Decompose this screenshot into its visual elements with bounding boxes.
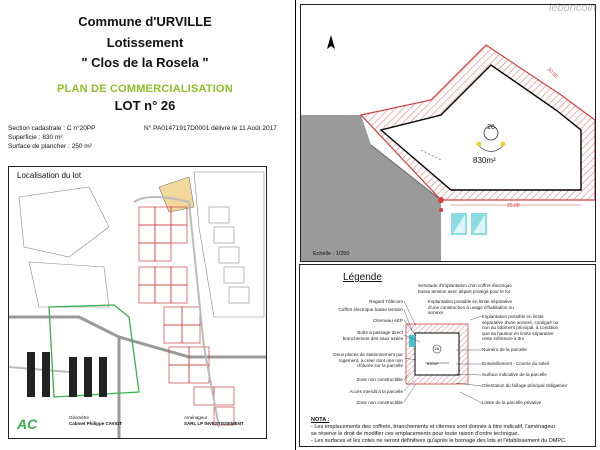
project-name: " Clos de la Rosela " — [81, 55, 209, 70]
legend-item-implantation-2: Implantation possible en limite séparative d'une annexe, contiguë ou non au bâtiment principal, à condition que sa hauteur en limite séparative reste inférieure à 3m — [482, 314, 559, 342]
legend-item-regard: Regard Télécom — [369, 299, 403, 304]
location-map-title: Localisation du lot — [17, 171, 82, 180]
legend-item-zone-nc-2: Zone non constructible — [356, 400, 403, 405]
note-line-3: - Les surfaces et les cotes ne seront définitives qu'après le bornage des lots et l'établissement du DMPC. — [311, 438, 567, 444]
legend-item-limite: Limite de la parcelle privative — [482, 400, 542, 405]
note-line-1: - Les emplacements des coffrets, branchements et citernes sont donnés à titre indicatif, l'aménageur — [311, 424, 556, 430]
legend-item-stationnement: Deux places de stationnement par logement, à créer dont une non clôturée sur la parcelle — [333, 352, 403, 369]
page-divider — [295, 0, 296, 450]
section-cadastrale: Section cadastrale : C n°20PP — [8, 125, 96, 132]
superficie: Superficie : 830 m² — [8, 134, 63, 141]
lot-dimension-a: 25.00 — [507, 203, 520, 209]
lot-dimension-b: 30.00 — [545, 66, 559, 80]
lotissement-title: Lotissement — [106, 35, 184, 50]
amenageur-label: Aménageur — [184, 415, 208, 420]
note-line-2: se réserve le droit de modifier ces emplacements pour toute raison d'ordre technique. — [311, 431, 520, 437]
legend-item-zone-nc-1: Zone non constructible — [356, 377, 403, 382]
permis-number: N° PA01471917D0001 délivré le 11 Août 2017 — [144, 125, 277, 132]
lot-number: 26 — [487, 124, 495, 131]
geometre-block — [69, 415, 122, 426]
notes-heading: NOTA : — [311, 417, 330, 423]
legend-item-boite: Boîte à passage direct branchement des eaux usées — [342, 330, 403, 341]
lot-plan — [300, 4, 596, 262]
geometre-name: Cabinet Philippe CAVIGT — [69, 420, 123, 426]
legend-item-surface: Surface indicative de la parcelle — [482, 372, 547, 377]
lot-plan-drawing — [301, 5, 595, 261]
legend-item-servitude: Servitude d'implantation d'un coffret électrique basse tension avec départ protégé pour le lot — [418, 283, 512, 294]
location-map — [8, 166, 267, 439]
amenageur-name: SARL LP INVESTISSEMENT — [184, 420, 244, 426]
commune-title: Commune d'URVILLE — [78, 14, 212, 29]
legend-item-acces: Accès interdit à la parcelle — [349, 389, 403, 394]
scale-label: Echelle : 1/250 — [313, 251, 350, 257]
svg-text:AC: AC — [17, 416, 38, 432]
legend-item-numero: Numéro de la parcelle — [482, 347, 527, 352]
legend-title: Légende — [343, 272, 382, 283]
geometre-label: Géomètre — [69, 415, 90, 420]
plan-label: PLAN DE COMMERCIALISATION — [57, 83, 233, 95]
amenageur-block — [184, 415, 244, 426]
location-map-drawing — [9, 167, 266, 438]
legend-leader-lines — [400, 280, 490, 405]
lot-area: 830m² — [473, 156, 496, 165]
legend-item-citerneau: Citerneau AEP — [372, 318, 403, 323]
legend-item-orientation: Orientation du faîtage principal obligatoire — [482, 383, 568, 388]
surface-plancher: Surface de plancher : 250 m² — [8, 143, 92, 150]
legend-item-coffret: Coffret électrique basse tension — [338, 307, 403, 312]
legend-item-ensoleillement: Ensoleillement - Course du soleil — [482, 361, 549, 366]
lot-label: LOT n° 26 — [114, 98, 176, 113]
legend-mini-area: 830m² — [427, 361, 439, 366]
watermark: leboncoin — [548, 2, 596, 14]
legend-mini-lot-number: 26 — [434, 346, 440, 351]
notes-block — [311, 417, 567, 445]
legend-item-implantation-1: Implantation possible en limite séparative d'une construction à usage d'habitation ou annexe — [428, 299, 514, 316]
